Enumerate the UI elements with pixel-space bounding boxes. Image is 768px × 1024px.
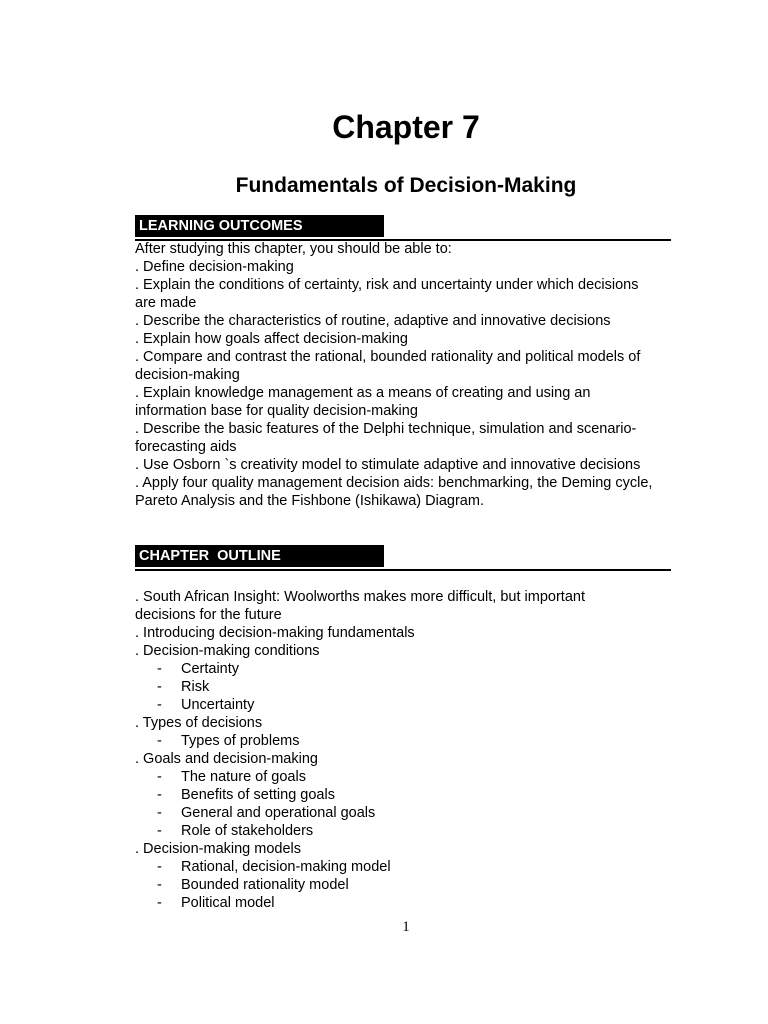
chapter-outline-list: [135, 588, 680, 912]
outline-subitem: [135, 876, 680, 894]
outline-item: . Decision-making models: [135, 841, 302, 857]
learning-outcome-line: After studying this chapter, you should be able to:: [135, 241, 452, 257]
outline-item: . Types of decisions: [135, 715, 263, 731]
page-number: 1: [402, 919, 410, 935]
learning-outcome-line: . Apply four quality management decision aids: benchmarking, the Deming cycle,: [135, 475, 653, 491]
learning-outcome-line: . Use Osborn `s creativity model to stimulate adaptive and innovative decisions: [135, 457, 641, 473]
learning-outcome-line: . Define decision-making: [135, 259, 294, 275]
outline-subitem-text: Risk: [181, 679, 210, 695]
outline-subitem: [135, 732, 680, 750]
learning-outcomes-list: [135, 240, 680, 510]
learning-outcome-line: information base for quality decision-making: [135, 403, 418, 419]
outline-subitem-text: Rational, decision-making model: [181, 859, 391, 875]
learning-outcome-line: Pareto Analysis and the Fishbone (Ishikawa) Diagram.: [135, 493, 484, 509]
dash-bullet: -: [157, 787, 162, 803]
dash-bullet: -: [157, 679, 162, 695]
outline-subitem: [135, 804, 680, 822]
learning-outcome-line: . Compare and contrast the rational, bounded rationality and political models of: [135, 349, 641, 365]
outline-item: decisions for the future: [135, 607, 282, 623]
outline-subitem: [135, 894, 680, 912]
chapter-outline-header: [135, 545, 671, 571]
dash-bullet: -: [157, 859, 162, 875]
dash-bullet: -: [157, 661, 162, 677]
outline-item: . Decision-making conditions: [135, 643, 320, 659]
learning-outcomes-heading: LEARNING OUTCOMES: [135, 215, 384, 237]
dash-bullet: -: [157, 823, 162, 839]
outline-subitem-text: Political model: [181, 895, 275, 911]
dash-bullet: -: [157, 769, 162, 785]
dash-bullet: -: [157, 877, 162, 893]
outline-subitem-text: Bounded rationality model: [181, 877, 349, 893]
chapter-title: Chapter 7: [332, 109, 480, 145]
chapter-subtitle: Fundamentals of Decision-Making: [235, 174, 577, 197]
outline-subitem: [135, 786, 680, 804]
outline-subitem: [135, 696, 680, 714]
outline-subitem-text: Uncertainty: [181, 697, 255, 713]
dash-bullet: -: [157, 733, 162, 749]
outline-item: . Introducing decision-making fundamentals: [135, 625, 415, 641]
outline-subitem-text: General and operational goals: [181, 805, 376, 821]
outline-subitem: [135, 822, 680, 840]
learning-outcome-line: . Describe the characteristics of routine, adaptive and innovative decisions: [135, 313, 611, 329]
dash-bullet: -: [157, 805, 162, 821]
learning-outcome-line: decision-making: [135, 367, 240, 383]
learning-outcome-line: . Explain how goals affect decision-making: [135, 331, 408, 347]
outline-subitem: [135, 858, 680, 876]
outline-subitem: [135, 660, 680, 678]
dash-bullet: -: [157, 697, 162, 713]
outline-subitem-text: Certainty: [181, 661, 240, 677]
outline-subitem-text: Types of problems: [181, 733, 300, 749]
outline-item: . South African Insight: Woolworths makes more difficult, but important: [135, 589, 585, 605]
chapter-outline-heading: CHAPTER OUTLINE: [135, 545, 384, 567]
outline-subitem-text: Role of stakeholders: [181, 823, 314, 839]
learning-outcome-line: . Describe the basic features of the Delphi technique, simulation and scenario-: [135, 421, 637, 437]
outline-item: . Goals and decision-making: [135, 751, 318, 767]
learning-outcomes-header: [135, 215, 671, 241]
outline-subitem: [135, 678, 680, 696]
dash-bullet: -: [157, 895, 162, 911]
learning-outcome-line: . Explain the conditions of certainty, risk and uncertainty under which decisions: [135, 277, 639, 293]
outline-subitem-text: Benefits of setting goals: [181, 787, 335, 803]
learning-outcome-line: are made: [135, 295, 197, 311]
outline-subitem-text: The nature of goals: [181, 769, 306, 785]
learning-outcome-line: . Explain knowledge management as a means of creating and using an: [135, 385, 591, 401]
outline-subitem: [135, 768, 680, 786]
learning-outcome-line: forecasting aids: [135, 439, 237, 455]
